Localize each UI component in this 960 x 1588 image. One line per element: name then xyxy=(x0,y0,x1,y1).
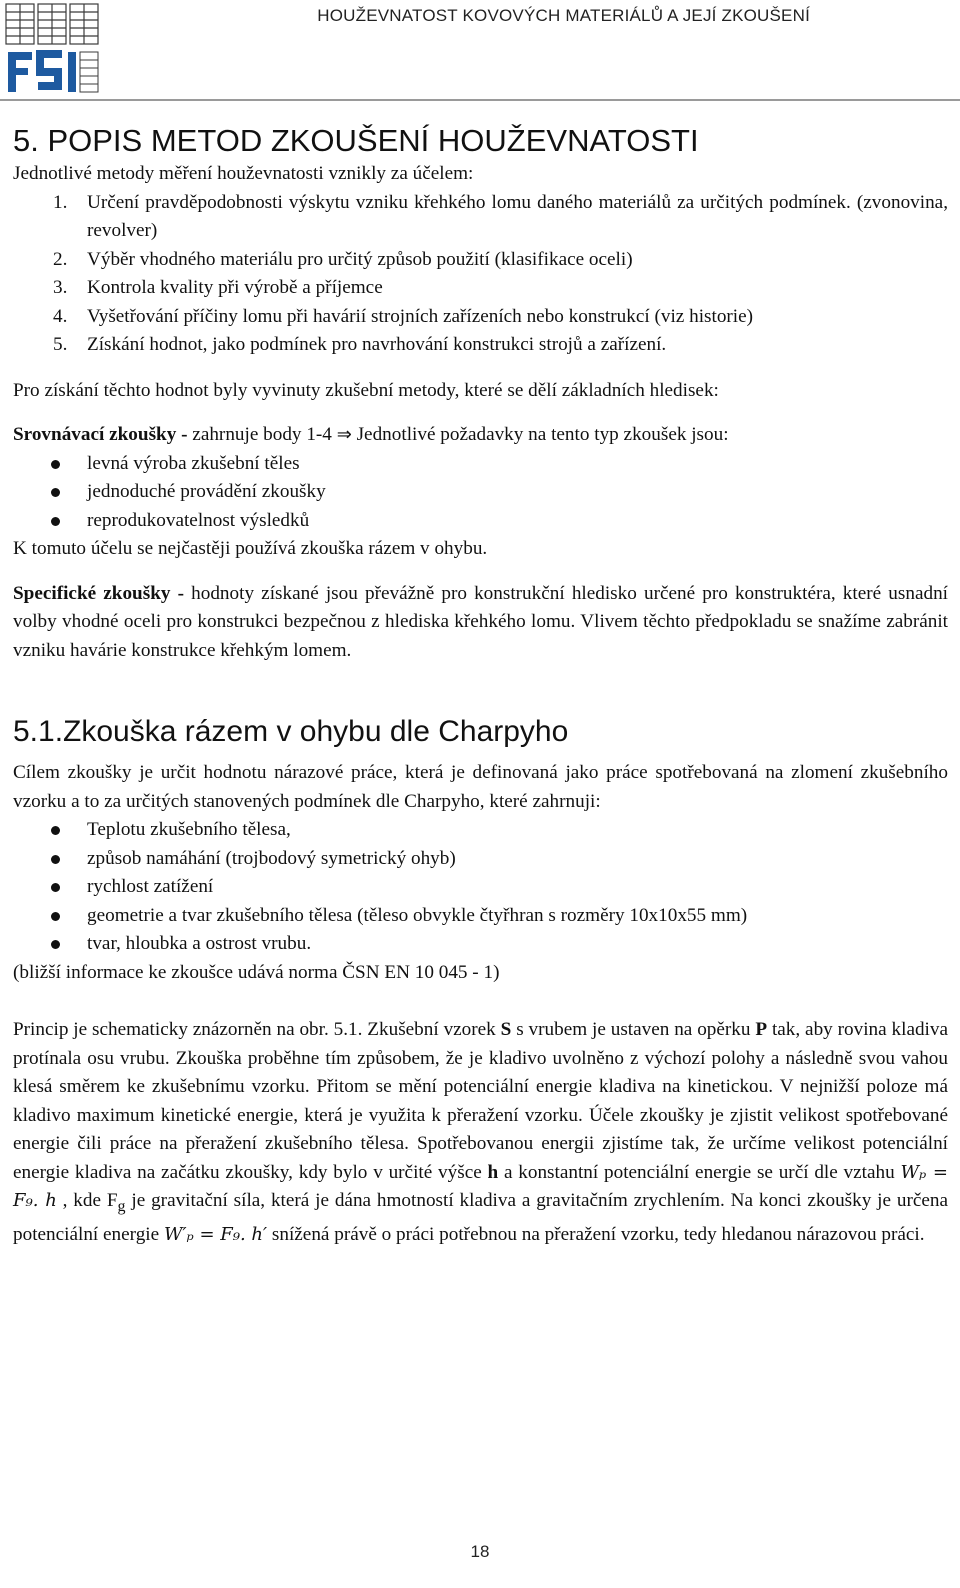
condition-item xyxy=(13,845,948,874)
comparative-tests-text-b: Jednotlivé požadavky na tento typ zkoušek jsou: xyxy=(351,424,729,445)
purpose-item xyxy=(13,274,948,303)
bullet-icon xyxy=(51,940,60,949)
principle-paragraph xyxy=(13,1016,948,1250)
purpose-text: Získání hodnot, jako podmínek pro navrhování konstrukci strojů a zařízení. xyxy=(87,334,667,355)
bullet-icon xyxy=(51,912,60,921)
purpose-item xyxy=(13,303,948,332)
bullet-icon xyxy=(51,826,60,835)
principle-text-3: tak, aby rovina kladiva protínala osu vrubu. Zkouška proběhne tím způsobem, že je kladivo uvolněno z výchozí polohy a následně svou vahou klesá směrem ke zkušebnímu vzorku. Přitom se mění potenciální energie kladiva na kinetickou. V nejnižší poloze má kladivo maximum kinetické energie, která je využita k přeražení vzorku. Účele zkoušky je zjistit velikost spotřebované energie čili práce na přeražení zkušebního tělesa. Spotřebovanou energii zjistíme tak, že určíme velikost potenciální energie kladiva na začátku zkoušky, kdy bylo v určité výšce xyxy=(13,1019,948,1183)
implies-arrow-icon: ⇒ xyxy=(336,424,352,445)
purpose-text: Kontrola kvality při výrobě a příjemce xyxy=(87,277,383,298)
bullet-icon xyxy=(51,460,60,469)
requirement-item-text: levná výroba zkušební těles xyxy=(87,452,300,474)
purpose-number: 2. xyxy=(53,248,68,270)
purpose-text: Určení pravděpodobnosti výskytu vzniku křehkého lomu daného materiálů za určitých podmínek. (zvonovina, revolver) xyxy=(87,191,948,241)
requirements-list xyxy=(13,450,948,536)
comparative-closing: K tomuto účelu se nejčastěji používá zkouška rázem v ohybu. xyxy=(13,538,488,559)
specific-tests-paragraph xyxy=(13,580,948,666)
header-divider xyxy=(0,99,960,101)
condition-item-text: tvar, hloubka a ostrost vrubu. xyxy=(87,933,312,954)
subsection-title: 5.1.Zkouška rázem v ohybu dle Charpyho xyxy=(13,715,569,748)
condition-item-text: Teplotu zkušebního tělesa, xyxy=(87,819,291,840)
purpose-list xyxy=(13,189,948,360)
comparative-tests-term: Srovnávací zkoušky - xyxy=(13,424,188,445)
purpose-text: Vyšetřování příčiny lomu při havárií strojních zařízeních nebo konstrukcí (viz historie) xyxy=(87,305,754,327)
purpose-text: Výběr vhodného materiálu pro určitý způsob použití (klasifikace oceli) xyxy=(87,248,633,270)
bullet-icon xyxy=(51,883,60,892)
condition-item xyxy=(13,816,948,845)
purpose-number: 3. xyxy=(53,277,68,298)
page-body xyxy=(13,122,948,1250)
specific-tests-term: Specifické zkoušky - xyxy=(13,582,184,604)
purpose-item xyxy=(13,246,948,275)
bullet-icon xyxy=(51,855,60,864)
comparative-tests-paragraph xyxy=(13,421,948,450)
principle-text-5: , kde F xyxy=(56,1190,118,1211)
subsection-intro: Cílem zkoušky je určit hodnotu nárazové práce, která je definovaná jako práce spotřebovaná na zlomení zkušebního vzorku a to za určitých stanovených podmínek dle Charpyho, které zahrnuji: xyxy=(13,762,948,812)
formula-potential-energy: Wₚ = F₉. h xyxy=(13,1161,948,1211)
page-number: 18 xyxy=(470,1542,490,1561)
purpose-number: 1. xyxy=(53,191,68,213)
condition-item-text: geometrie a tvar zkušebního tělesa (těleso obvykle čtyřhran s rozměry 10x10x55 mm) xyxy=(87,904,748,926)
formula-residual-energy: W′ₚ = F₉. h′ xyxy=(163,1224,268,1246)
support-symbol: P xyxy=(755,1019,768,1040)
requirement-item-text: jednoduché provádění zkoušky xyxy=(87,481,326,502)
page-header xyxy=(0,0,960,100)
specific-tests-text: hodnoty získané jsou převážně pro konstrukční hledisko určené pro konstruktéra, které usnadní volby vhodné oceli pro konstrukci bezpečnou z hlediska křehkého lomu. Vlivem těchto předpokladu se snažíme zabránit vzniku havárie konstrukce křehkým lomem. xyxy=(13,582,948,661)
running-header-title: HOUŽEVNATOST KOVOVÝCH MATERIÁLŮ A JEJÍ ZKOUŠENÍ xyxy=(317,6,810,25)
requirement-item xyxy=(13,450,948,479)
purpose-number: 5. xyxy=(53,334,68,355)
requirement-item xyxy=(13,478,948,507)
methods-intro: Pro získání těchto hodnot byly vyvinuty zkušební metody, které se dělí základních hledisek: xyxy=(13,379,719,401)
principle-text-2: s vrubem je ustaven na opěrku xyxy=(511,1019,756,1040)
condition-item xyxy=(13,902,948,931)
bullet-icon xyxy=(51,488,60,497)
section-intro: Jednotlivé metody měření houževnatosti vznikly za účelem: xyxy=(13,163,474,184)
height-symbol: h xyxy=(487,1161,499,1183)
requirement-item xyxy=(13,507,948,536)
condition-item xyxy=(13,873,948,902)
purpose-number: 4. xyxy=(53,305,68,327)
comparative-tests-text-a: zahrnuje body 1-4 xyxy=(187,424,337,445)
gravity-subscript: g xyxy=(117,1197,126,1215)
purpose-item xyxy=(13,189,948,246)
specimen-symbol: S xyxy=(500,1019,512,1040)
condition-item xyxy=(13,930,948,959)
requirement-item-text: reprodukovatelnost výsledků xyxy=(87,509,310,531)
norm-note: (bližší informace ke zkoušce udává norma ČSN EN 10 045 - 1) xyxy=(13,961,500,983)
principle-text-6: je gravitační síla, která je dána hmotností kladiva a gravitačním zrychlením. Na konci zkoušky je určena potenciální energie xyxy=(13,1190,948,1246)
condition-item-text: rychlost zatížení xyxy=(87,876,214,897)
section-title: 5. POPIS METOD ZKOUŠENÍ HOUŽEVNATOSTI xyxy=(13,123,699,158)
bullet-icon xyxy=(51,517,60,526)
principle-text-1: Princip je schematicky znázorněn na obr. 5.1. Zkušební vzorek xyxy=(13,1019,501,1040)
conditions-list xyxy=(13,816,948,959)
principle-text-7: snížená právě o práci potřebnou na přeražení vzorku, tedy hledanou nárazovou práci. xyxy=(267,1224,925,1246)
condition-item-text: způsob namáhání (trojbodový symetrický ohyb) xyxy=(87,847,456,869)
fsi-logo-icon xyxy=(4,2,100,96)
purpose-item xyxy=(13,331,948,360)
principle-text-4: a konstantní potenciální energie se určí dle vztahu xyxy=(498,1161,901,1183)
